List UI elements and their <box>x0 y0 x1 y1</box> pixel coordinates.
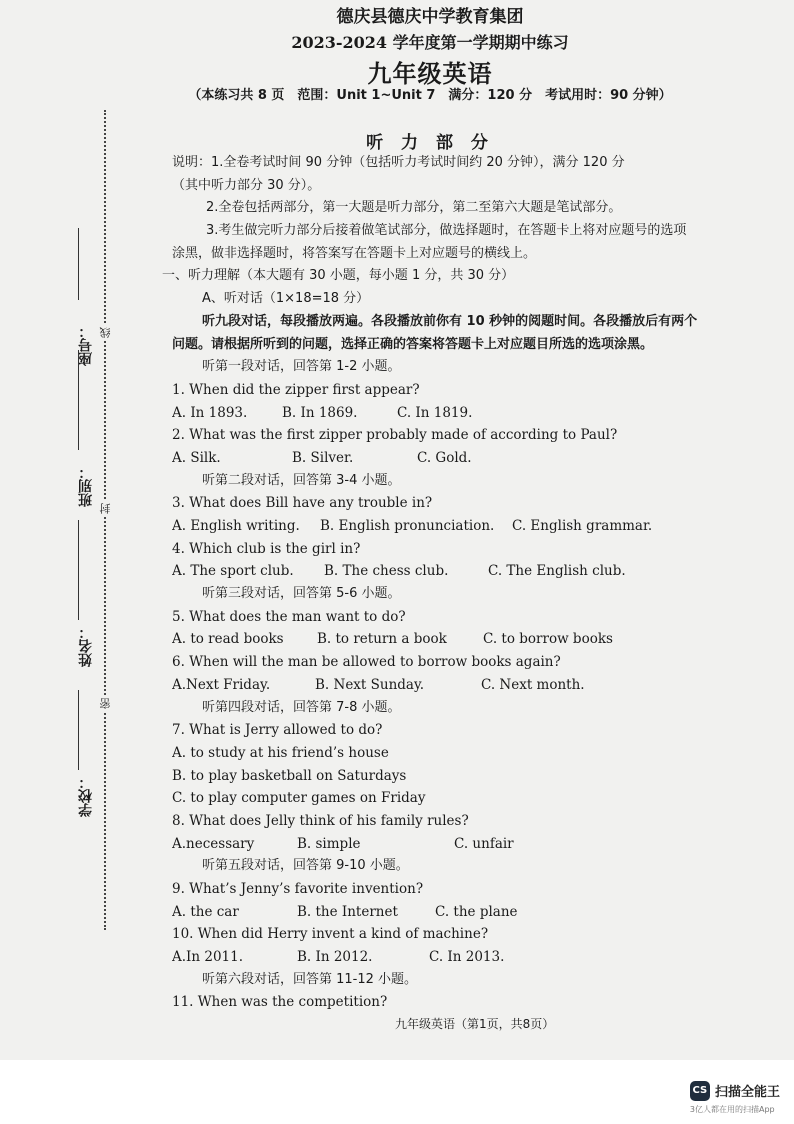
option-a: A.Next Friday. <box>172 676 271 693</box>
option-a: A. to read books <box>172 631 284 648</box>
dialog-heading: 听第一段对话，回答第 1-2 小题。 <box>202 359 401 375</box>
question: 2. What was the first zipper probably made of according to Paul? <box>172 427 618 444</box>
line-mark: 线 <box>98 324 114 341</box>
dialog-heading: 听第四段对话，回答第 7-8 小题。 <box>202 699 401 715</box>
question: 7. What is Jerry allowed to do? <box>172 722 383 739</box>
options-row <box>172 560 772 583</box>
options-row <box>172 946 772 969</box>
option-b: B. Silver. <box>292 449 354 466</box>
option-a: A. English writing. <box>172 518 300 534</box>
page-footer: 九年级英语（第1页，共8页） <box>395 1017 555 1031</box>
org-title: 德庆县德庆中学教育集团 <box>336 7 524 27</box>
term-title: 2023-2024 学年度第一学期期中练习 <box>291 33 569 52</box>
option-b: B. In 1869. <box>282 404 358 421</box>
instruction-line: 说明：1.全卷考试时间 90 分钟（包括听力考试时间约 20 分钟），满分 120 分 <box>172 155 625 170</box>
option-a: A. The sport club. <box>172 563 294 580</box>
dotted-cut-line <box>104 110 106 930</box>
option-c: C. The English club. <box>488 563 626 580</box>
option-a: A. Silk. <box>172 449 221 466</box>
question: 9. What’s Jenny’s favorite invention? <box>172 881 424 897</box>
option-c: C. English grammar. <box>512 518 653 534</box>
option-c: C. In 2013. <box>429 949 505 966</box>
name-label: 姓名： <box>78 625 94 667</box>
camscanner-logo-icon: CS <box>690 1081 710 1101</box>
option-b: B. to play basketball on Saturdays <box>172 767 407 784</box>
option-c: C. Gold. <box>417 449 472 466</box>
instruction-line: 2.全卷包括两部分，第一大题是听力部分，第二至第六大题是笔试部分。 <box>206 200 622 216</box>
options-row <box>172 901 772 924</box>
question: 3. What does Bill have any trouble in? <box>172 495 433 512</box>
name-blank <box>78 520 79 620</box>
options-row <box>172 447 772 470</box>
option-c: C. to play computer games on Friday <box>172 790 426 807</box>
dialog-heading: 听第二段对话，回答第 3-4 小题。 <box>202 472 401 488</box>
option-a: A. In 1893. <box>172 404 248 421</box>
dialog-heading: 听第三段对话，回答第 5-6 小题。 <box>202 586 401 602</box>
seat-blank <box>78 228 79 300</box>
class-label: 班别： <box>78 465 94 507</box>
part1-subtitle: A、听对话（1×18=18 分） <box>202 291 370 307</box>
question: 11. When was the competition? <box>172 994 388 1011</box>
option-b: B. simple <box>297 835 361 852</box>
part1-desc: 听九段对话，每段播放两遍。各段播放前你有 10 秒钟的阅题时间。各段播放后有两个 <box>202 313 698 329</box>
option-a: A. to study at his friend’s house <box>172 744 389 761</box>
options-row <box>172 515 772 538</box>
question: 1. When did the zipper first appear? <box>172 381 420 398</box>
option-b: B. In 2012. <box>297 949 373 966</box>
option-b: B. to return a book <box>317 631 447 648</box>
brand-name: 扫描全能王 <box>714 1085 780 1100</box>
binding-margin <box>60 110 130 930</box>
dialog-heading: 听第五段对话，回答第 9-10 小题。 <box>202 858 409 874</box>
part1-title: 一、听力理解（本大题有 30 小题，每小题 1 分，共 30 分） <box>162 268 515 284</box>
option-a: A. the car <box>172 903 239 920</box>
options-row <box>172 628 772 651</box>
question: 10. When did Herry invent a kind of machine? <box>172 926 489 943</box>
school-blank <box>78 690 79 770</box>
option-a: A.In 2011. <box>172 949 244 966</box>
options-row <box>172 402 772 425</box>
instruction-line: 涂黑，做非选择题时，将答案写在答题卡上对应题号的横线上。 <box>172 245 537 261</box>
section-title: 听 力 部 分 <box>366 133 494 153</box>
option-c: C. In 1819. <box>397 404 473 421</box>
class-blank <box>78 350 79 450</box>
instruction-line: 3.考生做完听力部分后接着做笔试部分，做选择题时，在答题卡上将对应题号的选项 <box>206 223 687 239</box>
option-c: C. Next month. <box>481 676 585 693</box>
option-b: B. the Internet <box>297 903 398 920</box>
seal-mark: 封 <box>98 500 114 517</box>
secret-mark: 密 <box>98 695 114 712</box>
brand-tagline: 3亿人都在用的扫描App <box>689 1104 775 1114</box>
instruction-line: （其中听力部分 30 分）。 <box>172 177 321 193</box>
question: 5. What does the man want to do? <box>172 608 406 625</box>
option-b: B. Next Sunday. <box>315 676 425 693</box>
options-row <box>172 833 772 856</box>
dialog-heading: 听第六段对话，回答第 11-12 小题。 <box>202 971 418 987</box>
option-c: C. unfair <box>454 835 514 852</box>
part1-desc: 问题。请根据所听到的问题，选择正确的答案将答题卡上对应题目所选的选项涂黑。 <box>172 336 654 352</box>
question: 6. When will the man be allowed to borrow books again? <box>172 654 561 671</box>
school-label: 学校： <box>78 775 94 817</box>
option-a: A.necessary <box>172 835 255 852</box>
question: 8. What does Jelly think of his family rules? <box>172 812 469 829</box>
exam-content <box>162 152 772 1014</box>
options-row <box>172 674 772 697</box>
seat-label: 座号： <box>78 324 94 366</box>
question: 4. Which club is the girl in? <box>172 540 361 557</box>
option-b: B. English pronunciation. <box>320 518 495 534</box>
option-b: B. The chess club. <box>324 563 449 580</box>
exam-info: （本练习共 8 页 范围：Unit 1~Unit 7 满分：120 分 考试用时：90 分钟） <box>188 88 672 103</box>
option-c: C. to borrow books <box>483 631 613 648</box>
option-c: C. the plane <box>435 903 518 920</box>
scanner-watermark <box>690 1080 780 1115</box>
subject-title: 九年级英语 <box>367 59 493 88</box>
